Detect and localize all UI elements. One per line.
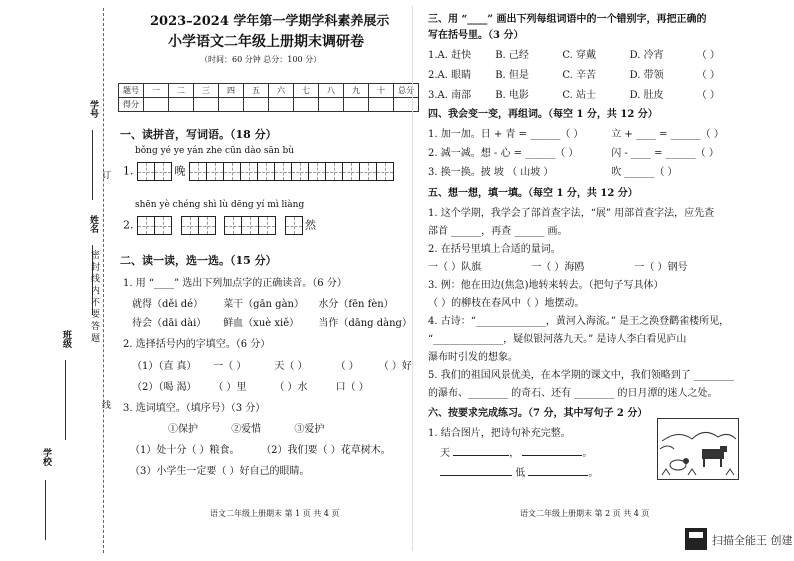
- writing-grid[interactable]: [181, 216, 199, 235]
- exam-title-line1: 2023–2024 学年第一学期学科素养展示: [150, 14, 390, 29]
- section6-heading: 六、按要求完成练习。（7 分，其中写句子 2 分）: [428, 408, 648, 419]
- section3-row: [428, 66, 720, 81]
- section3-row: [428, 86, 720, 101]
- section2-q2-row1: [132, 357, 412, 372]
- section4-row: [428, 125, 724, 140]
- option-item[interactable]: D. 带领: [629, 70, 664, 81]
- section3-heading: 三、用 “____” 画出下列每组词语中的一个错别字，再把正确的: [428, 14, 707, 25]
- option-item[interactable]: 3.A. 南部: [428, 90, 472, 101]
- reading-choice[interactable]: 就得（děi dé）: [132, 299, 204, 310]
- option-item[interactable]: B. 但是: [495, 70, 529, 81]
- section2-q3-row2[interactable]: （3）小学生一定要（ ）好自己的眼睛。: [130, 466, 310, 477]
- section1-row2: [123, 216, 316, 235]
- section3-row: [428, 46, 720, 61]
- writing-grid[interactable]: [325, 162, 343, 181]
- writing-grid[interactable]: [342, 162, 360, 181]
- fill-blank[interactable]: 立 + ____ = ______（ ）: [611, 129, 724, 140]
- option-item[interactable]: C. 辛苦: [562, 70, 597, 81]
- fill-blank[interactable]: （ ）里: [213, 382, 247, 393]
- section2-q3-row1: [130, 441, 391, 456]
- fill-blank[interactable]: 一（ ）队旗: [428, 262, 482, 273]
- score-table-header-row: [119, 84, 419, 98]
- score-cell: 十: [369, 84, 394, 98]
- score-input-cell[interactable]: [194, 98, 219, 112]
- score-input-cell[interactable]: [369, 98, 394, 112]
- option-item[interactable]: B. 己经: [495, 50, 529, 61]
- score-input-cell[interactable]: [219, 98, 244, 112]
- fill-blank[interactable]: 2. 减一减。想 - 心 = ______（ ）: [428, 148, 579, 159]
- section5-q4c: 瀑布时引发的想象。: [428, 352, 518, 363]
- scanner-app-logo: [685, 528, 707, 554]
- section3-heading-cont: 写在括号里。（3 分）: [428, 30, 524, 41]
- writing-grid[interactable]: [241, 216, 259, 235]
- score-cell: 题号: [119, 84, 144, 98]
- section5-q3: 3. 例：他在田边(焦急)地转来转去。（把句子写具体）: [428, 280, 664, 291]
- section2-q2-row2: [132, 378, 369, 393]
- score-cell: 九: [344, 84, 369, 98]
- fill-sentence[interactable]: （2）我们要（ ）花草树木。: [261, 445, 391, 456]
- section5-q2: 2. 在括号里填上合适的量词。: [428, 244, 561, 255]
- writing-grid[interactable]: [224, 216, 242, 235]
- fill-blank[interactable]: 一（ ）钢号: [634, 262, 688, 273]
- fill-blank[interactable]: 天（ ）: [274, 361, 308, 372]
- class-line: [65, 360, 66, 440]
- section2-q3-options: [168, 420, 324, 435]
- seal-line-text: 密 封 线 内 不 要 答 题: [89, 250, 99, 343]
- poem-blank[interactable]: [440, 475, 512, 476]
- exam-meta: （时间：60 分钟 总分：100 分）: [200, 55, 322, 64]
- section1-pinyin-row2: shēn yè chéng shì lù dēng yí mì liàng: [135, 200, 305, 210]
- option-item[interactable]: D. 肚皮: [629, 90, 664, 101]
- writing-grid[interactable]: [223, 162, 241, 181]
- writing-grid[interactable]: [291, 162, 309, 181]
- word-choice-label: （1）（直 真）: [132, 361, 197, 372]
- class-label: 班级: [61, 330, 71, 348]
- page-footer-right: 语文二年级上册期末 第 2 页 共 4 页: [520, 509, 650, 518]
- score-cell: 六: [269, 84, 294, 98]
- fold-mark: 订: [100, 170, 110, 179]
- reading-choice[interactable]: 水分（fēn fèn）: [318, 299, 394, 310]
- section2-q2: 2. 选择括号内的字填空。（6 分）: [123, 339, 271, 350]
- writing-grid[interactable]: [189, 162, 207, 181]
- section2-q1-row1: [132, 295, 394, 310]
- school-label: 学校: [41, 448, 51, 466]
- writing-grid[interactable]: [274, 162, 292, 181]
- writing-grid[interactable]: [376, 162, 394, 181]
- writing-grid[interactable]: [258, 216, 276, 235]
- section2-q1: 1. 用 “____” 选出下列加点字的正确读音。（6 分）: [123, 278, 347, 289]
- fill-blank[interactable]: 3. 换一换。披 坡 （ 山坡 ）: [428, 167, 554, 178]
- line-mark: 线: [100, 400, 110, 409]
- option-item[interactable]: D. 冷宵: [629, 50, 664, 61]
- section2-heading: 二、读一读，选一选。（15 分）: [120, 254, 277, 267]
- score-input-cell[interactable]: [394, 98, 419, 112]
- writing-grid[interactable]: [154, 216, 172, 235]
- writing-grid[interactable]: [285, 216, 303, 235]
- student-id-line: [92, 130, 93, 200]
- fill-blank[interactable]: （ ）: [335, 361, 359, 372]
- section5-q3b[interactable]: （ ）的柳枝在春风中（ ）地摆动。: [428, 298, 585, 309]
- score-input-cell[interactable]: [144, 98, 169, 112]
- fill-blank[interactable]: （ ）好: [378, 361, 412, 372]
- school-line: [45, 480, 46, 540]
- score-input-cell[interactable]: [319, 98, 344, 112]
- writing-grid[interactable]: [257, 162, 275, 181]
- fill-blank[interactable]: 一（ ）海鸥: [531, 262, 585, 273]
- student-id-label: 学号: [88, 100, 98, 118]
- section2-q1-row2: [132, 314, 412, 329]
- section5-q5a[interactable]: 5. 我们的祖国风景优美，在本学期的课文中，我们领略到了 ________: [428, 370, 734, 381]
- center-divider: [412, 6, 413, 551]
- poem-line2: 低 。: [440, 464, 598, 479]
- answer-blank[interactable]: （ ）: [696, 70, 720, 81]
- poem-blank[interactable]: [528, 475, 588, 476]
- poem-blank[interactable]: [453, 455, 509, 456]
- writing-grid[interactable]: [308, 162, 326, 181]
- section1-heading: 一、读拼音，写词语。（18 分）: [120, 128, 277, 141]
- option-item[interactable]: 2.A. 眼睛: [428, 70, 472, 81]
- poem-mid-char: 低: [515, 468, 526, 479]
- answer-blank[interactable]: （ ）: [696, 90, 720, 101]
- score-input-cell[interactable]: [344, 98, 369, 112]
- fill-blank[interactable]: 闪 - ____ = ______（ ）: [611, 148, 719, 159]
- score-cell: 一: [144, 84, 169, 98]
- score-input-cell[interactable]: [269, 98, 294, 112]
- score-cell: 七: [294, 84, 319, 98]
- writing-grid[interactable]: [137, 216, 155, 235]
- item-number: 2.: [123, 218, 134, 232]
- score-input-cell[interactable]: [169, 98, 194, 112]
- option-item[interactable]: 1.A. 赶快: [428, 50, 472, 61]
- page-footer-left: 语文二年级上册期末 第 1 页 共 4 页: [210, 509, 340, 518]
- score-cell: 总分: [394, 84, 419, 98]
- writing-grid[interactable]: [359, 162, 377, 181]
- exam-title-line2: 小学语文二年级上册期末调研卷: [168, 34, 364, 50]
- option-item: ②爱惜: [231, 424, 262, 435]
- poem-blank[interactable]: [522, 455, 582, 456]
- section6-q1: 1. 结合图片，把诗句补充完整。: [428, 428, 571, 439]
- score-cell: 八: [319, 84, 344, 98]
- fill-blank[interactable]: 一（ ）: [213, 361, 247, 372]
- section1-row1: [123, 162, 393, 181]
- score-table-score-row: [119, 98, 419, 112]
- scanner-logo-icon: [685, 528, 707, 550]
- writing-grid[interactable]: [198, 216, 216, 235]
- score-input-cell[interactable]: [244, 98, 269, 112]
- fill-blank[interactable]: 口（ ）: [335, 382, 369, 393]
- option-item[interactable]: C. 穿戴: [562, 50, 597, 61]
- score-table: [118, 83, 419, 112]
- writing-grid[interactable]: [137, 162, 155, 181]
- section2-q3: 3. 选词填空。（填序号）（3 分）: [123, 403, 266, 414]
- score-cell: 二: [169, 84, 194, 98]
- writing-grid[interactable]: [206, 162, 224, 181]
- reading-choice[interactable]: 鲜血（xuè xiě）: [223, 318, 300, 329]
- section4-row: [428, 163, 678, 178]
- writing-grid[interactable]: [240, 162, 258, 181]
- watermark-text: 扫描全能王 创建: [712, 534, 793, 547]
- section1-pinyin-row1: bǒng yé ye yán zhe cūn dào sān bù: [135, 146, 295, 156]
- given-character: 晚: [174, 164, 186, 178]
- score-cell: 得分: [119, 98, 144, 112]
- section5-q4a[interactable]: 4. 古诗：“______________，黄河入海流。” 是王之涣登鹳雀楼所见，: [428, 316, 730, 327]
- fill-blank[interactable]: 1. 加一加。日 + 青 = ______（ ）: [428, 129, 584, 140]
- section5-heading: 五、想一想，填一填。（每空 1 分，共 12 分）: [428, 188, 638, 199]
- fill-sentence[interactable]: （1）处十分（ ）粮食。: [130, 445, 240, 456]
- score-cell: 三: [194, 84, 219, 98]
- section5-q4b[interactable]: “______________，疑似银河落九天。” 是诗人李白看见庐山: [428, 334, 687, 345]
- fill-blank[interactable]: （ ）水: [274, 382, 308, 393]
- grassland-illustration: [657, 418, 739, 480]
- section4-heading: 四、我会变一变，再组词。（每空 1 分，共 12 分）: [428, 109, 658, 120]
- word-choice-label: （2）（喝 渴）: [132, 382, 197, 393]
- option-item: ①保护: [168, 424, 198, 435]
- writing-grid[interactable]: [154, 162, 172, 181]
- item-number: 1.: [123, 164, 134, 178]
- option-item[interactable]: C. 站士: [562, 90, 597, 101]
- binding-dashed-line: [103, 8, 104, 553]
- given-character: 然: [305, 218, 316, 232]
- reading-choice[interactable]: 当作（dāng dàng）: [318, 318, 412, 329]
- grassland-scene-image: [658, 419, 738, 479]
- section5-q1b[interactable]: 部首 ______，再查 ______ 画。: [428, 226, 568, 237]
- reading-choice[interactable]: 菜干（gān gàn）: [223, 299, 304, 310]
- answer-blank[interactable]: （ ）: [696, 50, 720, 61]
- score-cell: 五: [244, 84, 269, 98]
- option-item: ③爱护: [294, 424, 325, 435]
- fill-blank[interactable]: 吹 ______（ ）: [611, 167, 678, 178]
- section5-q5b[interactable]: 的瀑布、________ 的奇石、还有 ________ 的日月潭的迷人之处。: [428, 388, 718, 399]
- section5-q2-row: [428, 258, 688, 273]
- score-input-cell[interactable]: [294, 98, 319, 112]
- poem-start-char: 天: [440, 448, 450, 459]
- section4-row: [428, 144, 719, 159]
- name-label: 姓名: [88, 215, 98, 233]
- reading-choice[interactable]: 待会（dāi dài）: [132, 318, 207, 329]
- poem-line1: 天 ， 。: [440, 448, 593, 459]
- option-item[interactable]: B. 电影: [495, 90, 529, 101]
- score-cell: 四: [219, 84, 244, 98]
- section5-q1a: 1. 这个学期，我学会了部首查字法，“展” 用部首查字法，应先查: [428, 208, 715, 219]
